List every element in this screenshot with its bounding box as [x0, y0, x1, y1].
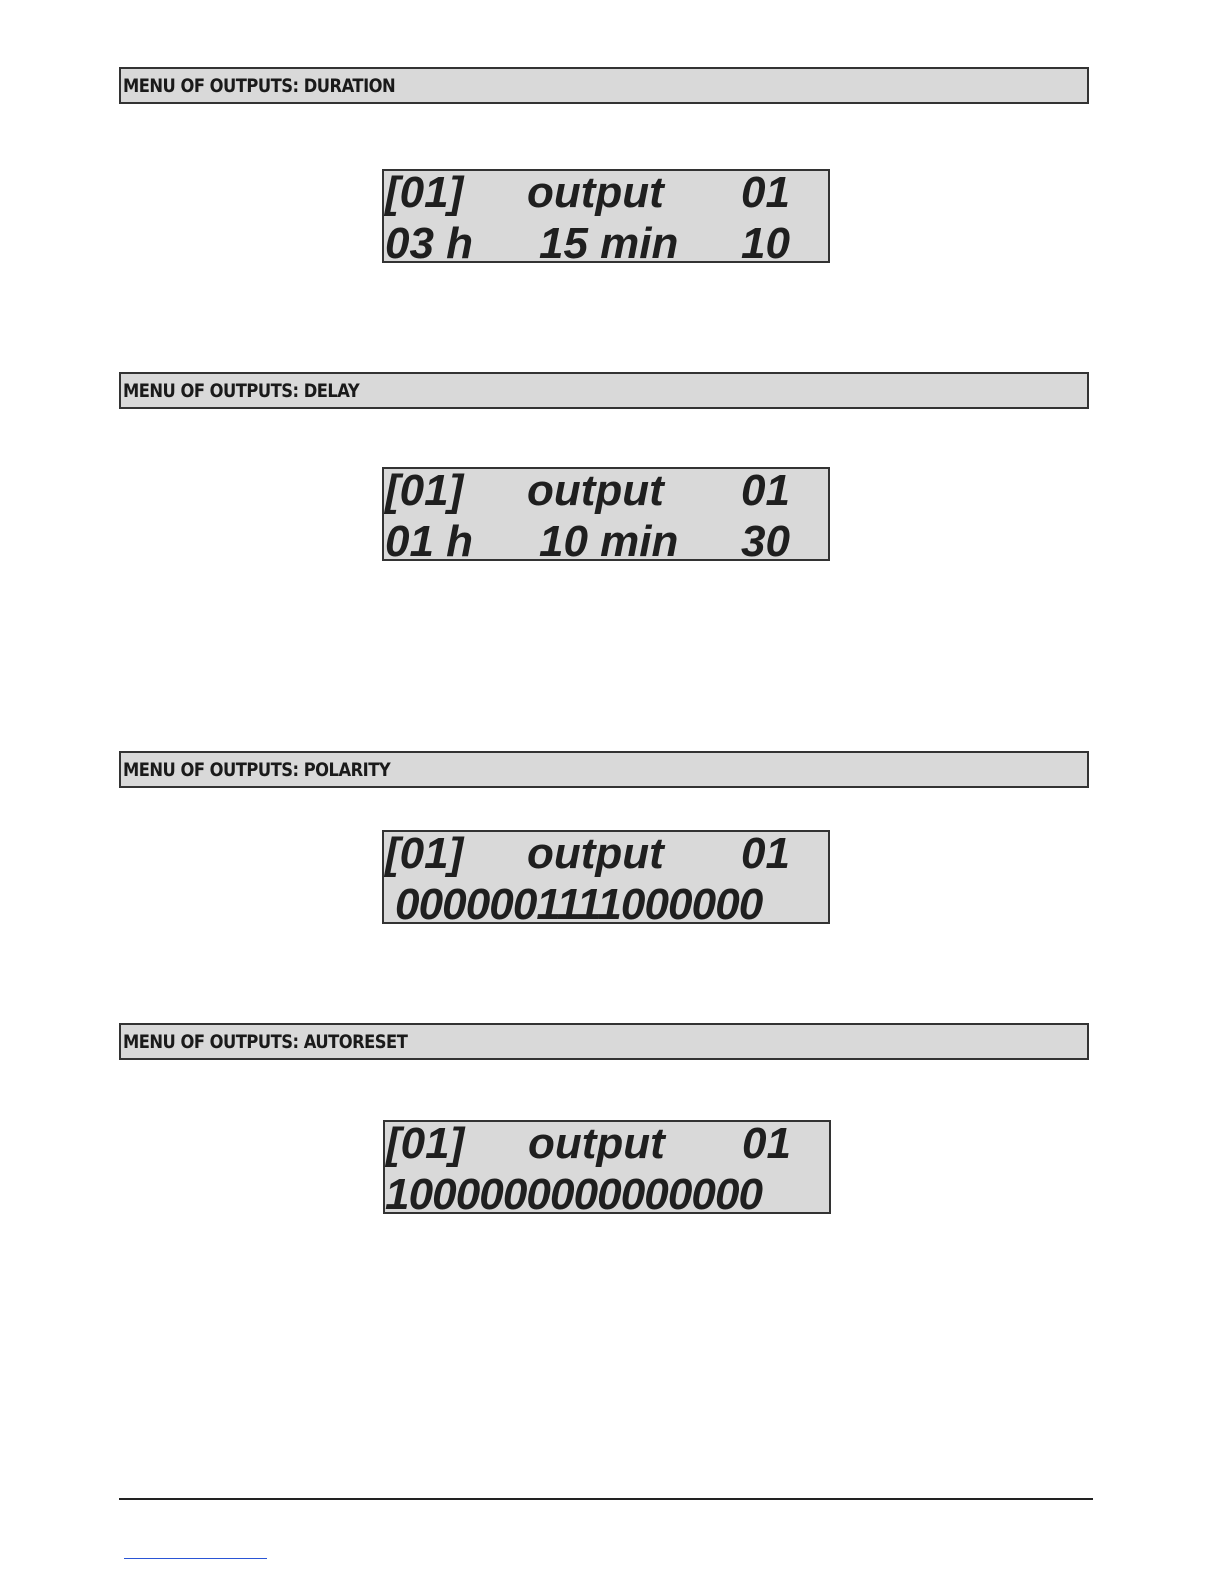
- lcd-seconds-value: 30: [741, 517, 790, 566]
- lcd-output-label: output: [527, 829, 664, 878]
- section-header-polarity: [119, 751, 1089, 788]
- footer-divider: [119, 1498, 1093, 1500]
- footer-link-underline[interactable]: [124, 1558, 267, 1559]
- lcd-minutes-value: 10 min: [539, 517, 679, 566]
- lcd-output-number: 01: [742, 1119, 791, 1168]
- section-title: MENU OF OUTPUTS: AUTORESET: [123, 1030, 408, 1053]
- lcd-output-number: 01: [741, 168, 790, 217]
- lcd-seconds-value: 10: [741, 219, 790, 268]
- lcd-polarity-bits: 0000001111000000: [395, 880, 763, 929]
- section-header-delay: [119, 372, 1089, 409]
- lcd-output-index: [01]: [385, 168, 464, 217]
- lcd-output-label: output: [528, 1119, 665, 1168]
- section-title: MENU OF OUTPUTS: DELAY: [123, 379, 360, 402]
- lcd-output-label: output: [527, 466, 664, 515]
- lcd-output-number: 01: [741, 829, 790, 878]
- lcd-display-duration: [382, 168, 830, 268]
- lcd-display-delay: [382, 466, 830, 566]
- lcd-display-autoreset: [383, 1119, 831, 1219]
- lcd-output-index: [01]: [385, 829, 464, 878]
- lcd-output-index: [01]: [386, 1119, 465, 1168]
- lcd-display-polarity: [382, 829, 830, 929]
- lcd-hours-value: 01 h: [385, 517, 474, 566]
- lcd-minutes-value: 15 min: [539, 219, 679, 268]
- lcd-hours-value: 03 h: [385, 219, 474, 268]
- lcd-autoreset-bits: 1000000000000000: [385, 1170, 763, 1219]
- lcd-output-index: [01]: [385, 466, 464, 515]
- section-header-autoreset: [119, 1023, 1089, 1060]
- lcd-output-label: output: [527, 168, 664, 217]
- section-title: MENU OF OUTPUTS: POLARITY: [123, 758, 391, 781]
- section-header-duration: [119, 67, 1089, 104]
- section-title: MENU OF OUTPUTS: DURATION: [123, 74, 396, 97]
- lcd-output-number: 01: [741, 466, 790, 515]
